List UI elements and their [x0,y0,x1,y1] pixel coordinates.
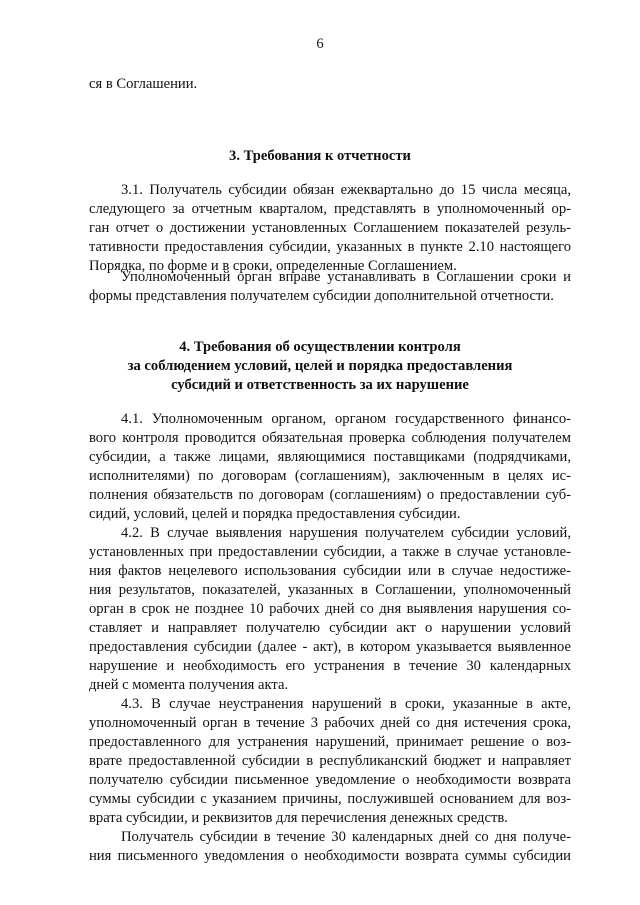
paragraph-4-2-line: ставляет и направляет получателю субсидии акт о нарушении условий [89,620,571,636]
paragraph-4-3-line: уполномоченный орган в течение 3 рабочих дней со дня истечения срока, [89,715,571,731]
paragraph-4-3-line: врата субсидии, и реквизитов для перечисления денежных средств. [89,810,508,826]
paragraph-4-1-line: вого контроля проводится обязательная проверка соблюдения получателем [89,430,571,446]
paragraph-4-1-line: 4.1. Уполномоченным органом, органом государственного финансо- [121,411,571,427]
paragraph-3-1-line: 3.1. Получатель субсидии обязан ежеквартально до 15 числа месяца, [121,182,571,198]
section-3-heading: 3. Требования к отчетности [229,148,411,164]
section-4-heading-line: за соблюдением условий, целей и порядка предоставления [127,358,513,374]
paragraph-4-3-line: врате предоставленной субсидии в республиканский бюджет и направляет [89,753,571,769]
paragraph-4-1-line: полнения обязательств по договорам (соглашениям) о предоставлении суб- [89,487,571,503]
paragraph-4-3-line: суммы субсидии с указанием причины, послужившей основанием для воз- [89,791,571,807]
paragraph-4-2-line: 4.2. В случае выявления нарушения получателем субсидии условий, [121,525,571,541]
paragraph-3-1-line: ган отчет о достижении установленных Соглашением показателей резуль- [89,220,571,236]
paragraph-4-3-line: предоставленного для устранения нарушений, принимает решение о воз- [89,734,571,750]
page-number: 6 [316,36,324,52]
paragraph-4-2-line: установленных при предоставлении субсидии, а также в случае установле- [89,544,571,560]
paragraph-4-2-line: ния результатов, показателей, указанных в Соглашении, уполномоченный [89,582,571,598]
paragraph-3-1-line: Порядка, по форме и в сроки, определенные Соглашением. [89,258,457,274]
paragraph-4-1-line: субсидии, а также лицами, являющимися поставщиками (подрядчиками, [89,449,571,465]
section-4-heading-line: 4. Требования об осуществлении контроля [179,339,461,355]
paragraph-4-3-line: 4.3. В случае неустранения нарушений в сроки, указанные в акте, [121,696,571,712]
paragraph-3-1-line: тативности предоставления субсидии, указанных в пункте 2.10 настоящего [89,239,571,255]
paragraph-4-3-line: получателю субсидии письменное уведомление о необходимости возврата [89,772,571,788]
paragraph-4-4-line: ния письменного уведомления о необходимости возврата суммы субсидии [89,848,571,864]
paragraph-4-1-line: исполнителями) по договорам (соглашениям), заключенным в целях ис- [89,468,571,484]
paragraph-4-2-line: орган в срок не позднее 10 рабочих дней со дня выявления нарушения со- [89,601,571,617]
paragraph-4-1-line: сидий, условий, целей и порядка предоставления субсидии. [89,506,461,522]
paragraph-4-2-line: дней с момента получения акта. [89,677,289,693]
paragraph-4-2-line: нарушение и необходимость его устранения в течение 30 календарных [89,658,571,674]
paragraph-4-4-line: Получатель субсидии в течение 30 календарных дней со дня получе- [121,829,571,845]
section-4-heading-line: субсидий и ответственность за их нарушение [171,377,469,393]
paragraph-3-2-line: формы представления получателем субсидии дополнительной отчетности. [89,288,554,304]
paragraph-3-2-line: Уполномоченный орган вправе устанавливать в Соглашении сроки и [121,269,571,285]
continuation-line: ся в Соглашении. [89,76,198,92]
paragraph-4-2-line: ния фактов нецелевого использования субсидии или в случае недостиже- [89,563,571,579]
paragraph-4-2-line: предоставления субсидии (далее - акт), в котором указывается выявленное [89,639,571,655]
paragraph-3-1-line: следующего за отчетным кварталом, представлять в уполномоченный ор- [89,201,571,217]
